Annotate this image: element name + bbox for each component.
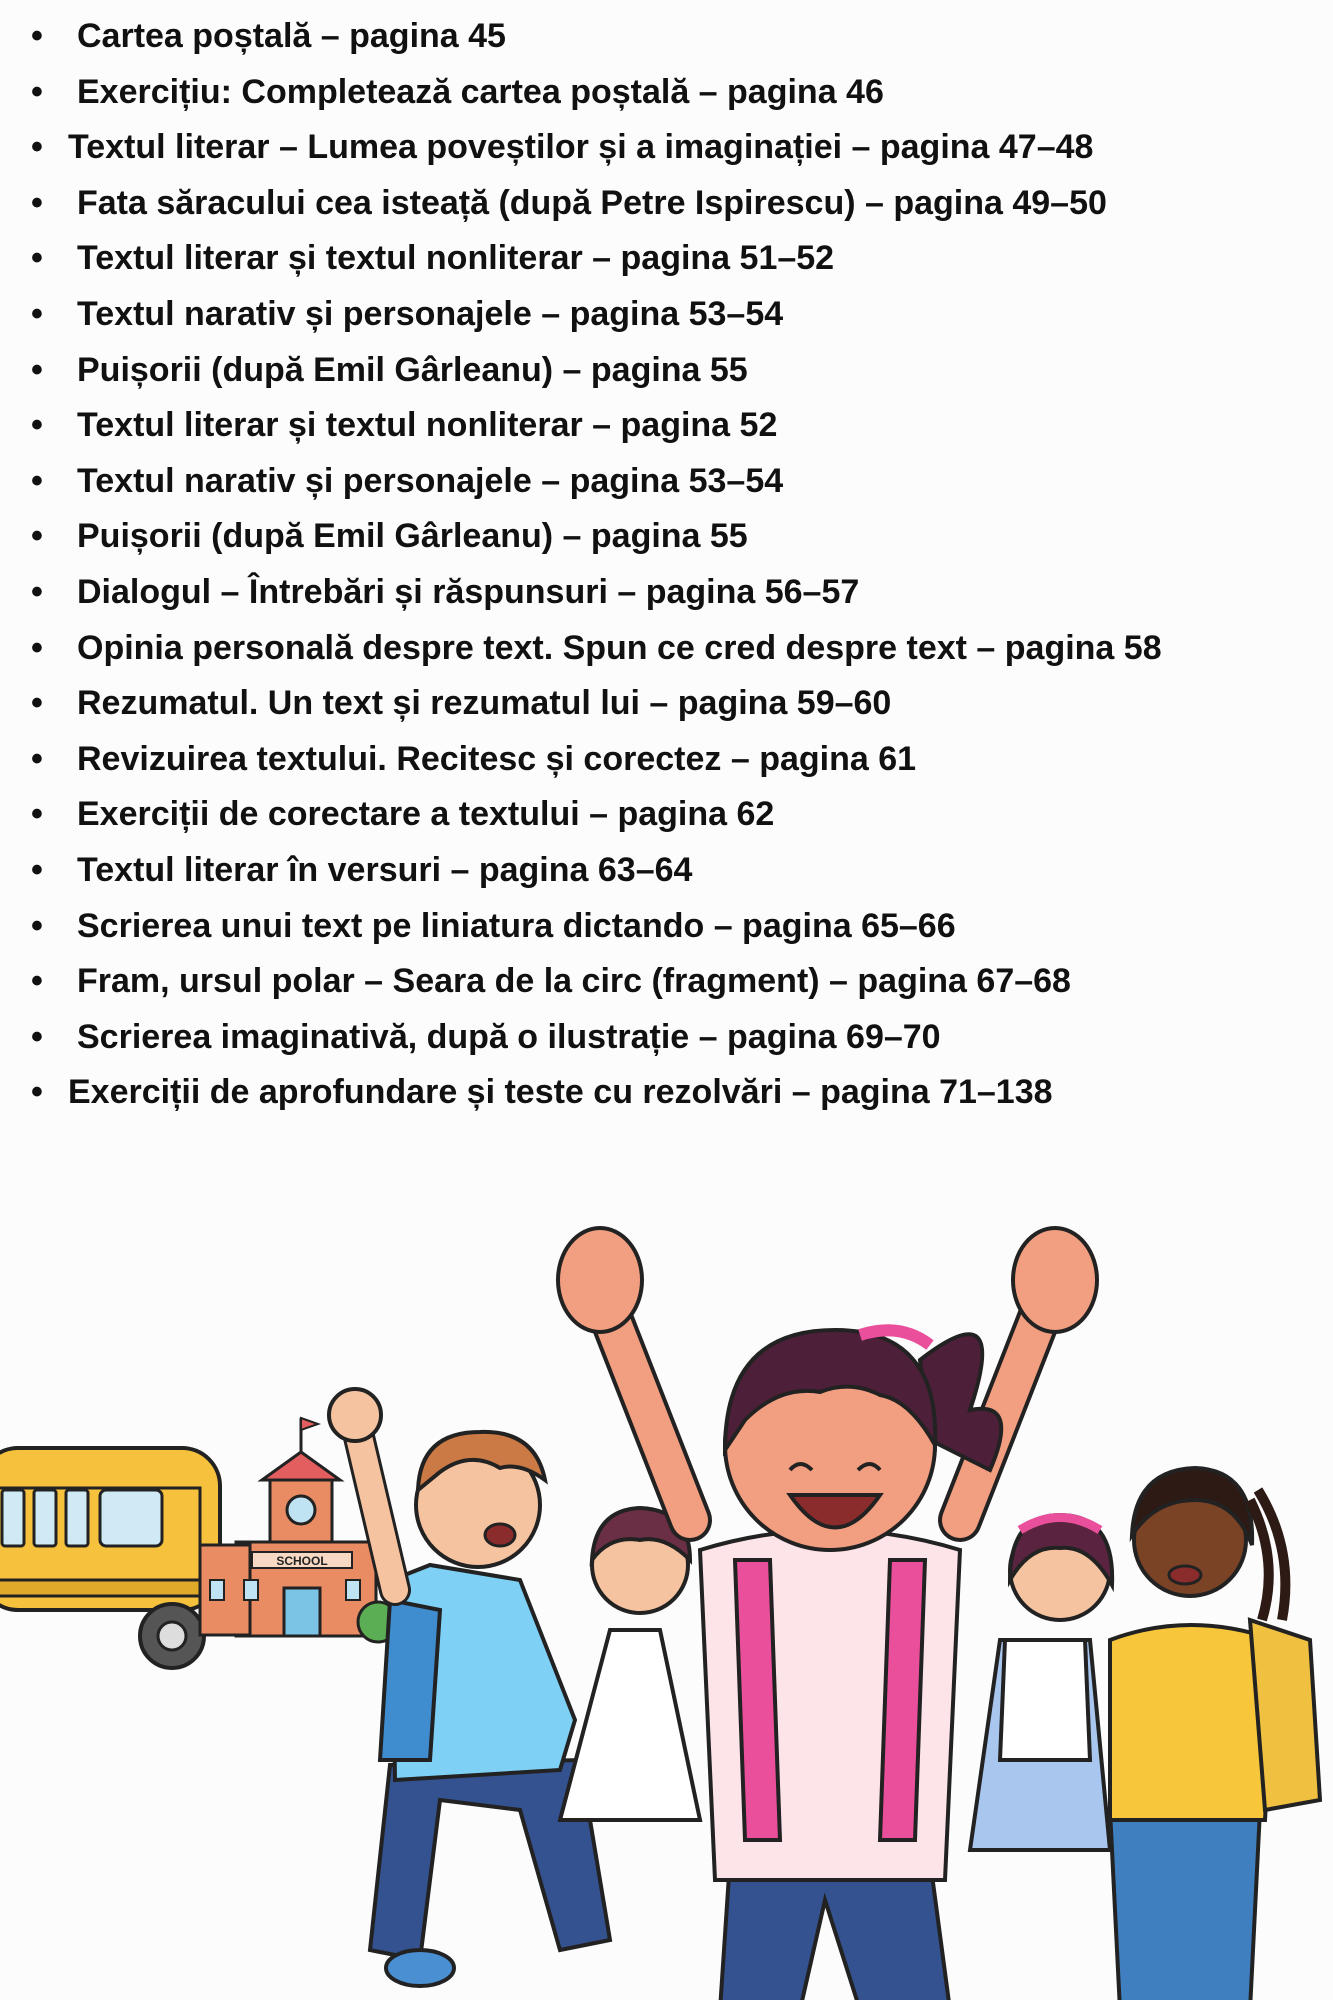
bullet: • (31, 684, 43, 723)
list-item (0, 570, 1333, 626)
list-item (0, 681, 1333, 737)
list-item (0, 792, 1333, 848)
school-kids-illustration (0, 1220, 1333, 2000)
item-text: Puișorii (după Emil Gârleanu) – pagina 55 (77, 517, 748, 556)
item-text: Exerciții de aprofundare și teste cu rezolvări – pagina 71–138 (68, 1073, 1053, 1112)
bullet: • (31, 406, 43, 445)
list-item (0, 1015, 1333, 1071)
bullet: • (31, 850, 43, 889)
list-item (0, 181, 1333, 237)
bullet: • (31, 1073, 43, 1112)
item-text: Revizuirea textului. Recitesc și corectez – pagina 61 (77, 739, 917, 778)
item-text: Textul narativ și personajele – pagina 53–54 (77, 461, 784, 500)
item-text: Opinia personală despre text. Spun ce cred despre text – pagina 58 (77, 628, 1162, 667)
girl-small-left (560, 1508, 700, 1820)
boy-right (1110, 1468, 1320, 2000)
bullet: • (31, 517, 43, 556)
girl-right-center (970, 1515, 1112, 1850)
bullet: • (31, 72, 43, 111)
item-text: Puișorii (după Emil Gârleanu) – pagina 55 (77, 350, 748, 389)
item-text: Textul literar în versuri – pagina 63–64 (77, 850, 693, 889)
flag-icon (301, 1418, 318, 1430)
bullet: • (31, 572, 43, 611)
item-text: Dialogul – Întrebări și răspunsuri – pagina 56–57 (77, 572, 860, 611)
list-item (0, 236, 1333, 292)
bullet: • (31, 128, 43, 167)
bullet: • (31, 795, 43, 834)
school-bus (0, 1448, 220, 1668)
list-item (0, 292, 1333, 348)
list-item (0, 348, 1333, 404)
item-text: Exercițiu: Completează cartea poștală – pagina 46 (77, 72, 884, 111)
bullet: • (31, 1017, 43, 1056)
item-text: Scrierea unui text pe liniatura dictando – pagina 65–66 (77, 906, 956, 945)
bullet: • (31, 962, 43, 1001)
bullet: • (31, 294, 43, 333)
list-item (0, 1070, 1333, 1126)
item-text: Exerciții de corectare a textului – pagina 62 (77, 795, 775, 834)
item-text: Textul narativ și personajele – pagina 53–54 (77, 294, 784, 333)
list-item (0, 403, 1333, 459)
table-of-contents (0, 14, 1333, 1126)
list-item (0, 514, 1333, 570)
list-item (0, 70, 1333, 126)
boy-left (329, 1389, 610, 1986)
bullet: • (31, 239, 43, 278)
item-text: Rezumatul. Un text și rezumatul lui – pagina 59–60 (77, 684, 892, 723)
list-item (0, 904, 1333, 960)
list-item (0, 737, 1333, 793)
list-item (0, 459, 1333, 515)
item-text: Scrierea imaginativă, după o ilustrație – pagina 69–70 (77, 1017, 941, 1056)
list-item (0, 848, 1333, 904)
school-sign: SCHOOL (276, 1554, 328, 1568)
list-item (0, 14, 1333, 70)
item-text: Fata săracului cea isteață (după Petre Ispirescu) – pagina 49–50 (77, 183, 1107, 222)
list-item (0, 626, 1333, 682)
bullet: • (31, 906, 43, 945)
bullet: • (31, 461, 43, 500)
item-text: Textul literar și textul nonliterar – pagina 51–52 (77, 239, 835, 278)
list-item (0, 125, 1333, 181)
bullet: • (31, 17, 43, 55)
item-text: Textul literar și textul nonliterar – pagina 52 (77, 406, 778, 445)
bullet: • (31, 183, 43, 222)
item-text: Textul literar – Lumea poveștilor și a imaginației – pagina 47–48 (68, 128, 1094, 167)
list-item (0, 959, 1333, 1015)
item-text: Cartea poștală – pagina 45 (77, 17, 506, 55)
item-text: Fram, ursul polar – Seara de la circ (fragment) – pagina 67–68 (77, 962, 1071, 1001)
bullet: • (31, 739, 43, 778)
bullet: • (31, 628, 43, 667)
bullet: • (31, 350, 43, 389)
